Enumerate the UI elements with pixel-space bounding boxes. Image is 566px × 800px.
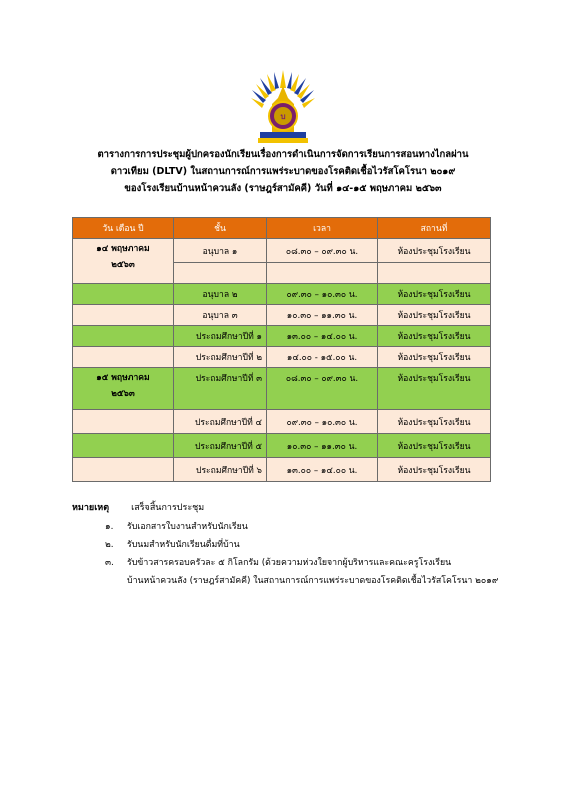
table-row — [73, 239, 491, 263]
time-cell: ๐๘.๓๐ – ๐๙.๓๐ น. — [267, 239, 378, 263]
list-item — [105, 554, 535, 572]
level-cell: ประถมศึกษาปีที่ ๔ — [174, 410, 267, 434]
level-cell: อนุบาล ๑ — [174, 239, 267, 263]
place-cell: ห้องประชุมโรงเรียน — [378, 239, 491, 263]
place-cell: ห้องประชุมโรงเรียน — [378, 305, 491, 326]
table-row — [73, 368, 491, 410]
time-cell: ๑๓.๐๐ – ๑๔.๐๐ น. — [267, 326, 378, 347]
date-year: ๒๕๖๓ — [111, 389, 135, 399]
place-cell: ห้องประชุมโรงเรียน — [378, 410, 491, 434]
note-label: หมายเหตุ — [72, 503, 110, 513]
list-item-number: ๒. — [105, 540, 114, 550]
table-row — [73, 347, 491, 368]
page-title-line-3: ของโรงเรียนบ้านหน้าควนลัง (ราษฎร์สามัคคี) วันที่ ๑๔-๑๕ พฤษภาคม ๒๕๖๓ — [124, 183, 442, 194]
note-text: เสร็จสิ้นการประชุม — [131, 503, 205, 513]
school-logo — [250, 68, 316, 146]
column-header-date: วัน เดือน ปี — [73, 218, 174, 239]
list-item-text: รับเอกสารใบงานสำหรับนักเรียน — [127, 522, 248, 532]
time-cell: ๑๐.๓๐ – ๑๑.๓๐ น. — [267, 305, 378, 326]
table-row — [73, 458, 491, 482]
place-cell: ห้องประชุมโรงเรียน — [378, 284, 491, 305]
meeting-schedule-table — [72, 217, 491, 482]
time-cell: ๑๐.๓๐ – ๑๑.๓๐ น. — [267, 434, 378, 458]
place-cell: ห้องประชุมโรงเรียน — [378, 347, 491, 368]
level-cell: อนุบาล ๓ — [174, 305, 267, 326]
list-item-text: รับนมสำหรับนักเรียนดื่มที่บ้าน — [127, 540, 240, 550]
date-day: ๑๕ พฤษภาคม — [96, 373, 150, 383]
level-cell: อนุบาล ๒ — [174, 284, 267, 305]
table-row — [73, 434, 491, 458]
list-item-text: รับข้าวสารครอบครัวละ ๕ กิโลกรัม (ด้วยความห่วงใยจากผู้บริหารและคณะครูโรงเรียน — [127, 558, 452, 568]
date-year: ๒๕๖๓ — [111, 260, 135, 270]
list-item — [105, 518, 535, 536]
table-row — [73, 326, 491, 347]
note-list — [105, 518, 535, 590]
svg-text:บ: บ — [280, 112, 286, 121]
time-cell: ๐๙.๓๐ – ๑๐.๓๐ น. — [267, 410, 378, 434]
level-cell: ประถมศึกษาปีที่ ๖ — [174, 458, 267, 482]
time-cell: ๑๓.๐๐ – ๑๔.๐๐ น. — [267, 458, 378, 482]
date-day: ๑๔ พฤษภาคม — [96, 244, 150, 254]
column-header-time: เวลา — [267, 218, 378, 239]
list-item-continuation: บ้านหน้าควนลัง (ราษฎร์สามัคคี) ในสถานการณ์การแพร่ระบาดของโรคติดเชื้อไวรัสโคโรนา ๒๐๑๙ — [127, 576, 499, 586]
list-item-number: ๓. — [105, 558, 114, 568]
list-item-number: ๑. — [105, 522, 114, 532]
list-item — [105, 536, 535, 554]
time-cell: ๐๙.๓๐ – ๑๐.๓๐ น. — [267, 284, 378, 305]
table-row — [73, 305, 491, 326]
place-cell: ห้องประชุมโรงเรียน — [378, 434, 491, 458]
column-header-place: สถานที่ — [378, 218, 491, 239]
level-cell: ประถมศึกษาปีที่ ๕ — [174, 434, 267, 458]
level-cell: ประถมศึกษาปีที่ ๑ — [174, 326, 267, 347]
date-cell — [73, 239, 174, 284]
table-row — [73, 284, 491, 305]
date-cell — [73, 368, 174, 410]
table-header-row — [73, 218, 491, 239]
level-cell: ประถมศึกษาปีที่ ๒ — [174, 347, 267, 368]
page-title-line-1: ตารางการการประชุมผู้ปกครองนักเรียนเรื่องการดำเนินการจัดการเรียนการสอนทางไกลผ่าน — [97, 149, 469, 160]
place-cell: ห้องประชุมโรงเรียน — [378, 458, 491, 482]
time-cell: ๑๔.๐๐ - ๑๕.๐๐ น. — [267, 347, 378, 368]
place-cell: ห้องประชุมโรงเรียน — [378, 326, 491, 347]
page-title-line-2: ดาวเทียม (DLTV) ในสถานการณ์การแพร่ระบาดของโรคติดเชื้อไวรัสโคโรนา ๒๐๑๙ — [110, 166, 456, 177]
column-header-level: ชั้น — [174, 218, 267, 239]
time-cell: ๐๘.๓๐ – ๐๙.๓๐ น. — [267, 368, 378, 410]
note-heading — [72, 500, 204, 514]
table-row — [73, 410, 491, 434]
level-cell: ประถมศึกษาปีที่ ๓ — [174, 368, 267, 410]
place-cell: ห้องประชุมโรงเรียน — [378, 368, 491, 410]
